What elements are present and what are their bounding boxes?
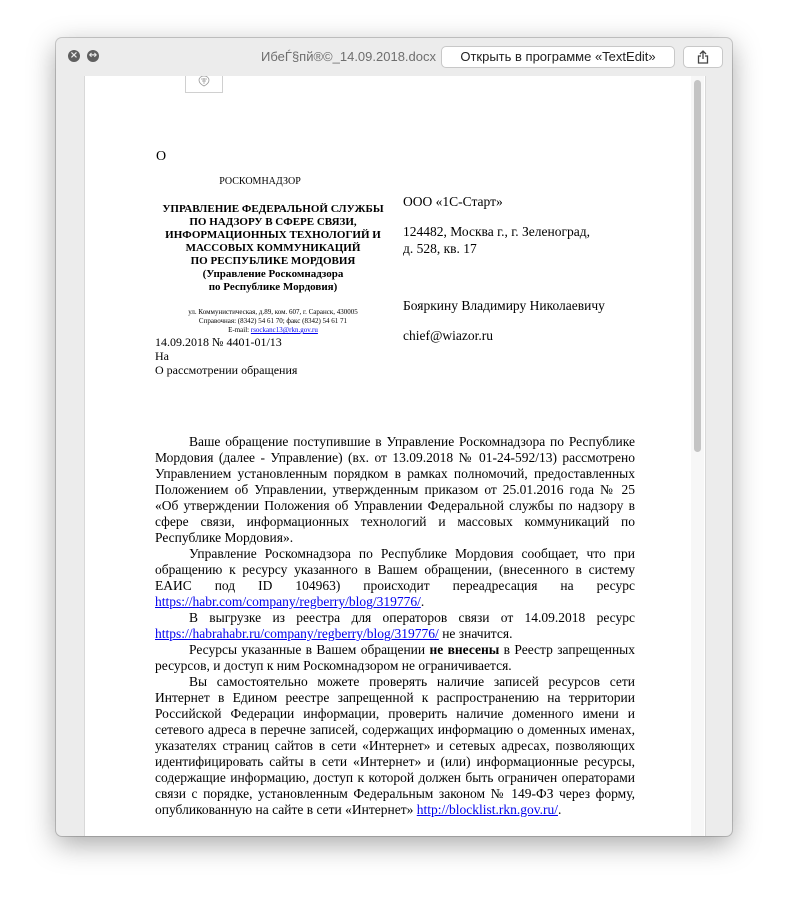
document-page bbox=[85, 76, 705, 836]
close-icon[interactable]: × bbox=[69, 50, 79, 61]
recipient-email: chief@wiazor.ru bbox=[403, 328, 494, 343]
phone-line: Справочная: (8342) 54 61 70; факс (8342) 54 61 71 bbox=[198, 317, 348, 325]
paragraph-end: . bbox=[420, 594, 425, 609]
emphasis: не внесены bbox=[429, 642, 500, 657]
paragraph bbox=[155, 674, 635, 818]
recipient-person: Бояркину Владимиру Николаевичу bbox=[403, 298, 605, 313]
subject-line: О рассмотрении обращения bbox=[155, 363, 298, 377]
emblem-icon bbox=[185, 76, 223, 93]
address-line: ул. Коммунистическая, д.89, ком. 607, г. Саранск, 430005 bbox=[188, 308, 358, 316]
paragraph-end: . bbox=[558, 802, 562, 817]
scrollbar-thumb[interactable] bbox=[694, 80, 701, 452]
paragraph bbox=[155, 642, 635, 674]
dept-line: ПО РЕСПУБЛИКЕ МОРДОВИЯ bbox=[190, 255, 356, 267]
share-icon bbox=[697, 50, 709, 64]
dept-line: МАССОВЫХ КОММУНИКАЦИЙ bbox=[185, 242, 361, 254]
paragraph-end: не значится. bbox=[442, 626, 513, 641]
sender-address bbox=[155, 308, 391, 335]
habrahabr-link[interactable]: https://habrahabr.ru/company/regberry/blog/319776/ bbox=[155, 626, 439, 641]
title-bar bbox=[56, 38, 732, 76]
habr-link[interactable]: https://habr.com/company/regberry/blog/319776/ bbox=[155, 594, 421, 609]
recipient-company: ООО «1С-Старт» bbox=[403, 194, 503, 209]
email-label: E-mail: bbox=[228, 326, 251, 334]
open-in-textedit-button[interactable]: Открыть в программе «TextEdit» bbox=[441, 46, 675, 68]
paragraph-text: Вы самостоятельно можете проверять наличие записей ресурсов сети Интернет в Едином реестре запрещенной к распространению на территории Российской Федерации информации, проверить наличие доменного имени и сетевого адреса в перечне записей, содержащих информацию о доменных именах, указателях страниц сайтов в сети «Интернет» и сетевых адресах, позволяющих идентифицировать сайты в сети «Интернет» и (или) информационные ресурсы, содержащие информацию, доступ к которой должен быть ограничен операторами связи с порядке, установленным Федеральным законом № 149-ФЗ через форму, опубликованную на сайте в сети «Интернет» bbox=[155, 674, 635, 817]
paragraph bbox=[155, 610, 635, 642]
paragraph-text: Ресурсы указанные в Вашем обращении bbox=[189, 642, 426, 657]
sender-email-link[interactable]: rsockanc13@rkn.gov.ru bbox=[250, 326, 318, 334]
recipient-address-line2: д. 528, кв. 17 bbox=[403, 241, 477, 256]
paragraph bbox=[155, 546, 635, 610]
window-title: ИбеЃ§пй®©_14.09.2018.docx bbox=[261, 49, 436, 64]
reference-na: На bbox=[155, 349, 169, 363]
paragraph-end: в Реестр запрещенных ресурсов, и доступ к ним Роскомнадзором не ограничивается. bbox=[155, 642, 635, 673]
vertical-scrollbar[interactable] bbox=[691, 76, 704, 836]
letter-body bbox=[155, 434, 635, 818]
paragraph-text: В выгрузке из реестра для операторов связи от 14.09.2018 ресурс bbox=[189, 610, 635, 625]
dept-line: УПРАВЛЕНИЕ ФЕДЕРАЛЬНОЙ СЛУЖБЫ bbox=[162, 203, 384, 215]
share-button[interactable] bbox=[683, 46, 723, 68]
document-view[interactable] bbox=[84, 76, 706, 836]
fullscreen-icon[interactable]: ↔ bbox=[88, 50, 98, 61]
dept-line: ПО НАДЗОРУ В СФЕРЕ СВЯЗИ, bbox=[189, 216, 357, 228]
paragraph: Ваше обращение поступившие в Управление Роскомнадзора по Республике Мордовия (далее - Управление) (вх. от 13.09.2018 № 01-24-592/13) рассмотрено Управлением установленным порядком в рамках полномочий, предоставленных Положением об Управлении, утвержденным приказом от 25.01.2016 года № 25 «Об утверждении Положения об Управлении Федеральной службы по надзору в сфере связи, информационных технологий и массовых коммуникаций по Республике Мордовия». bbox=[155, 434, 635, 545]
department-name bbox=[155, 203, 391, 294]
document-reference: 14.09.2018 № 4401-01/13 bbox=[155, 335, 282, 349]
blocklist-link[interactable]: http://blocklist.rkn.gov.ru/ bbox=[416, 802, 558, 817]
dept-line: (Управление Роскомнадзора bbox=[202, 268, 344, 280]
stray-letter: О bbox=[156, 149, 167, 164]
dept-line: ИНФОРМАЦИОННЫХ ТЕХНОЛОГИЙ И bbox=[165, 229, 381, 241]
dept-line: по Республике Мордовия) bbox=[208, 281, 338, 293]
paragraph-text: Управление Роскомнадзора по Республике Мордовия сообщает, что при обращению к ресурсу указанного в Вашем обращении, (внесенного в систему ЕАИС под ID 104963) происходит переадресация на ресурс bbox=[155, 546, 635, 593]
quicklook-window bbox=[56, 38, 732, 836]
agency-name: РОСКОМНАДЗОР bbox=[219, 176, 301, 187]
recipient-address-line1: 124482, Москва г., г. Зеленоград, bbox=[403, 224, 591, 239]
